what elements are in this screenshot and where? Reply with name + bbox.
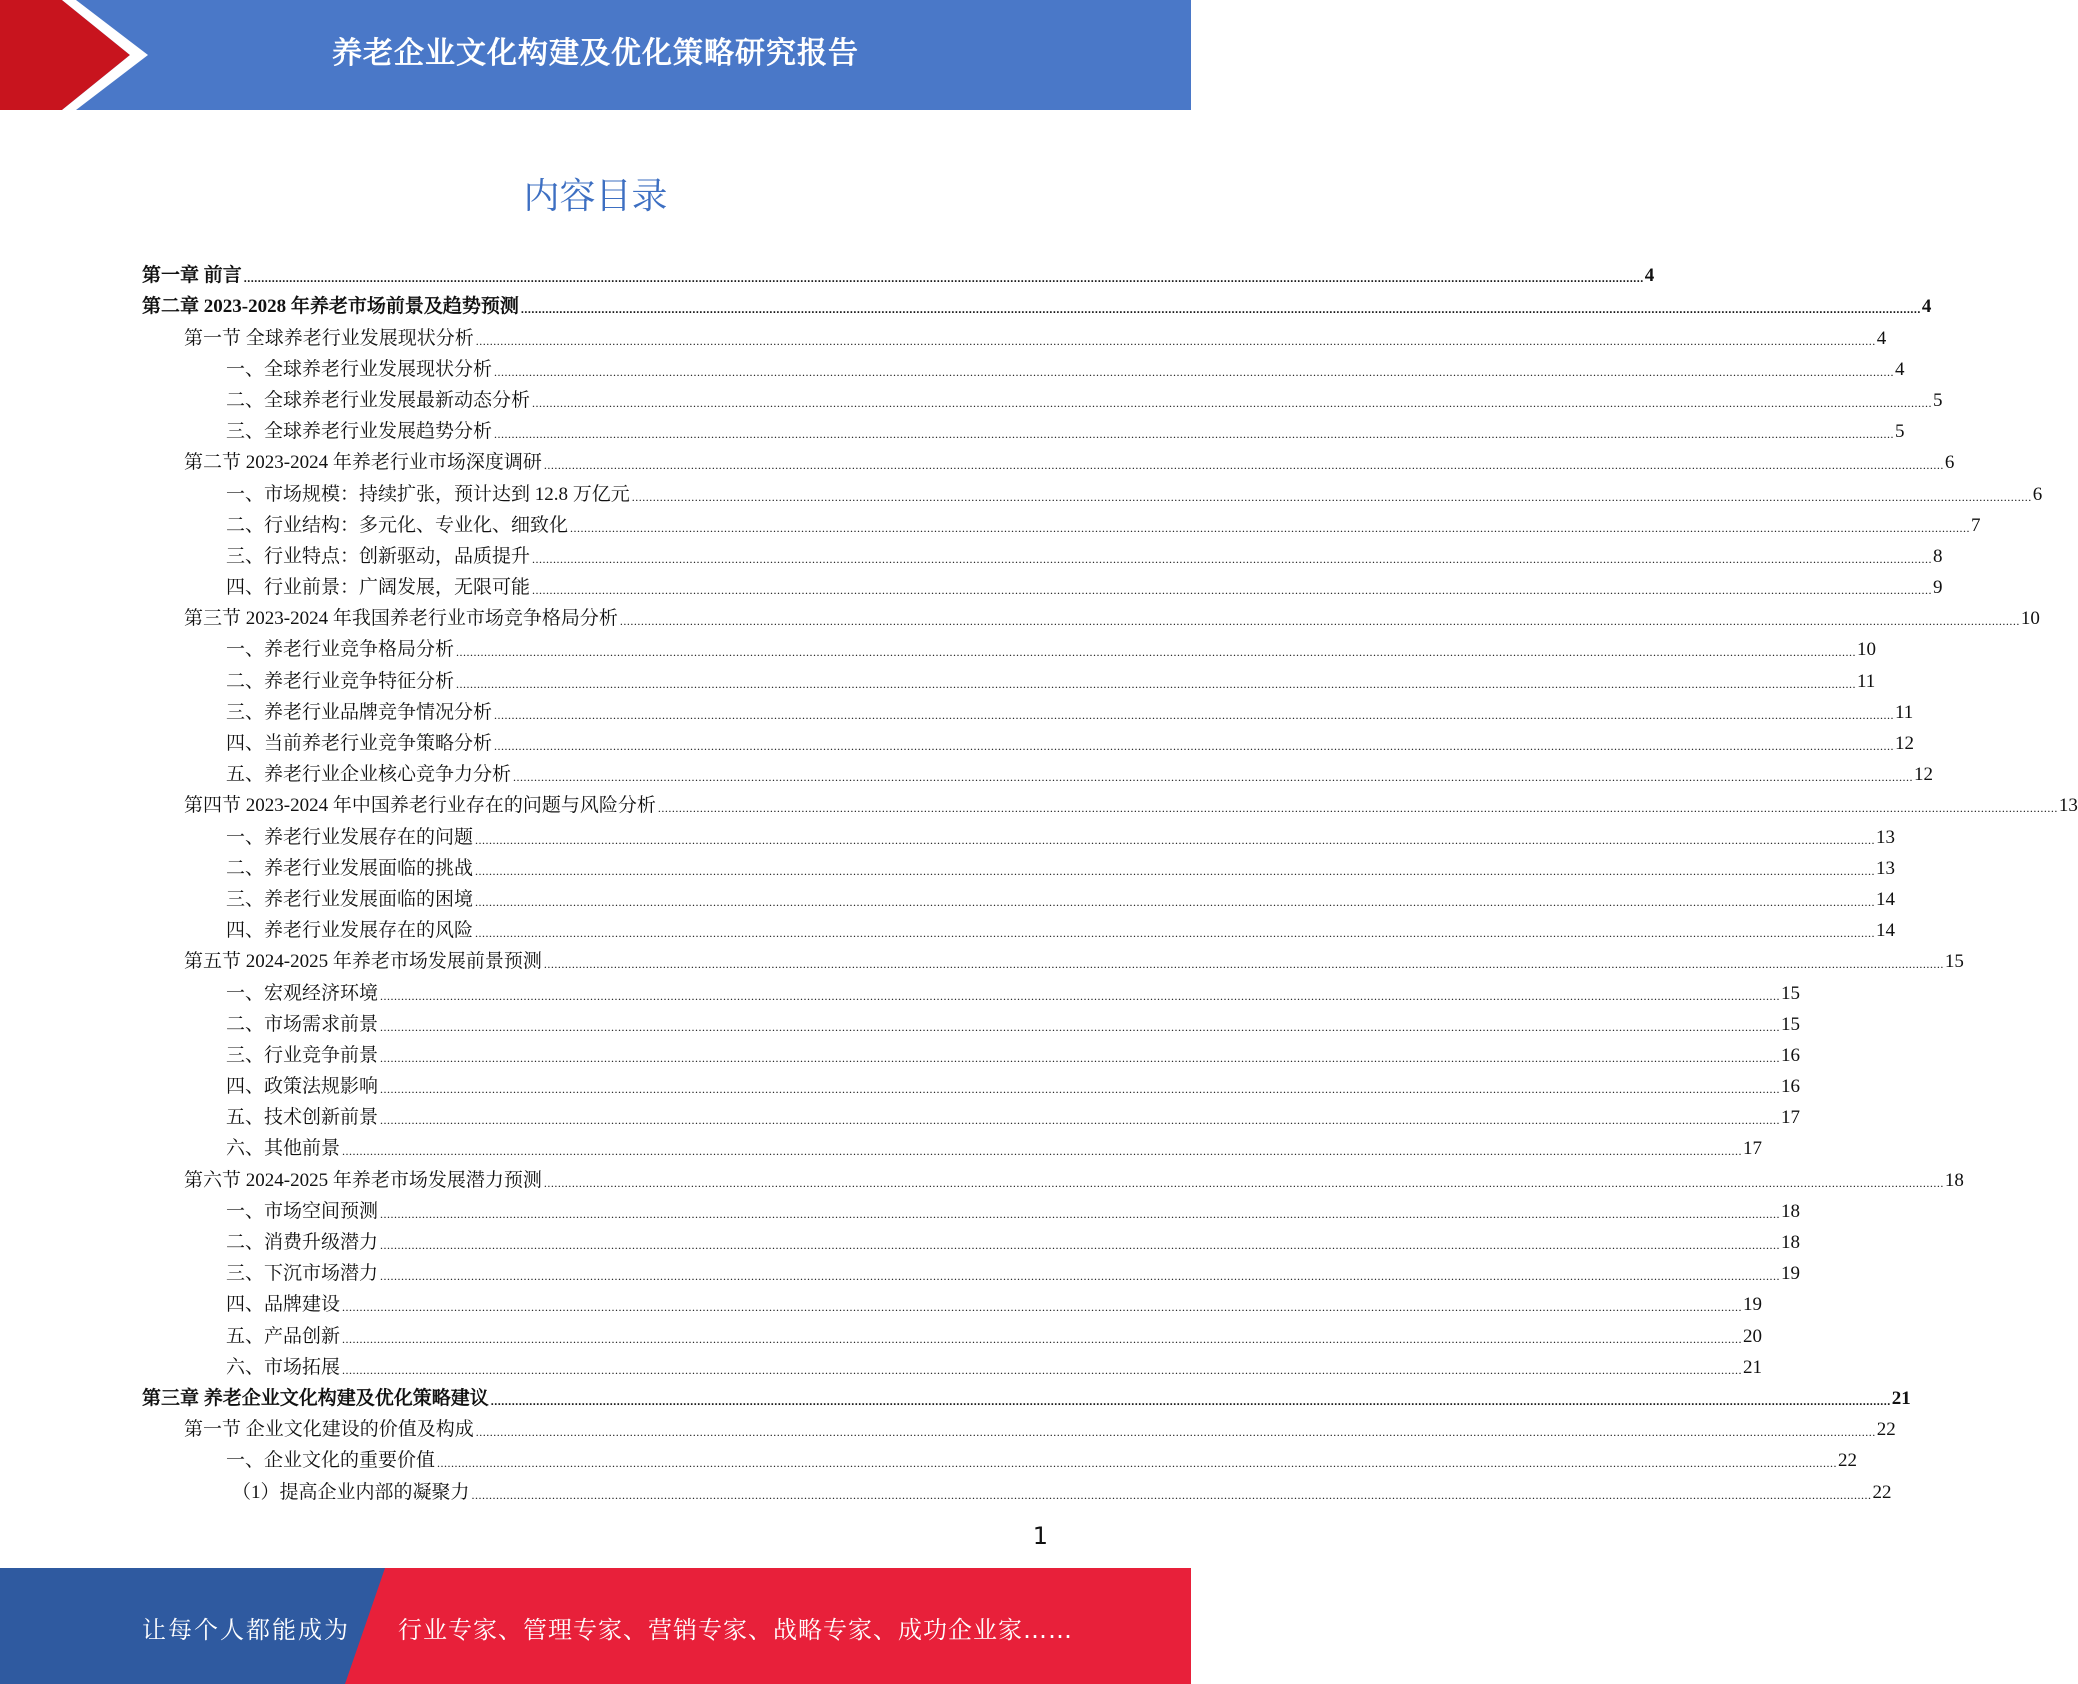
toc-entry-page: 6 bbox=[1944, 452, 1955, 474]
toc-entry-page: 21 bbox=[1891, 1387, 1911, 1409]
toc-entry[interactable] bbox=[142, 817, 1896, 848]
page-footer bbox=[0, 1568, 1191, 1684]
toc-entry-title: 三、行业特点：创新驱动，品质提升 bbox=[226, 545, 531, 567]
toc-entry[interactable] bbox=[142, 1441, 1858, 1472]
toc-entry-page: 4 bbox=[1876, 327, 1887, 349]
toc-entry-title: 一、养老行业发展存在的问题 bbox=[226, 826, 474, 848]
toc-entry[interactable] bbox=[142, 1316, 1763, 1347]
toc-entry-page: 9 bbox=[1933, 577, 1943, 599]
toc-entry-title: 四、当前养老行业竞争策略分析 bbox=[226, 733, 493, 754]
toc-entry-title: 第三章 养老企业文化构建及优化策略建议 bbox=[142, 1387, 489, 1409]
toc-entry-page: 5 bbox=[1895, 421, 1905, 443]
toc-entry-title: 二、行业结构：多元化、专业化、细致化 bbox=[226, 514, 569, 536]
toc-entry-title: 第一节 全球养老行业发展现状分析 bbox=[184, 327, 474, 349]
toc-entry[interactable] bbox=[142, 755, 1934, 786]
toc-entry-page: 10 bbox=[2020, 608, 2040, 630]
toc-entry-page: 16 bbox=[1781, 1044, 1801, 1066]
toc-entry[interactable] bbox=[142, 849, 1896, 880]
toc-leader-dots: ................................................................................................................................................................................................................................................................................................................................................................................................................ bbox=[570, 520, 1971, 535]
toc-entry-title: 第三节 2023-2024 年我国养老行业市场竞争格局分析 bbox=[184, 608, 618, 630]
toc-entry-title: 一、宏观经济环境 bbox=[226, 982, 379, 1004]
toc-leader-dots: ................................................................................................................................................................................................................................................................................................................................................................................................................ bbox=[543, 1175, 1944, 1190]
toc-entry[interactable] bbox=[142, 693, 1914, 724]
toc-leader-dots: ................................................................................................................................................................................................................................................................................................................................................................................................................ bbox=[380, 1206, 1781, 1221]
toc-leader-dots: ................................................................................................................................................................................................................................................................................................................................................................................................................ bbox=[471, 1487, 1872, 1502]
toc-entry-title: 第四节 2023-2024 年中国养老行业存在的问题与风险分析 bbox=[184, 795, 656, 817]
toc-entry-title: 第二章 2023-2028 年养老市场前景及趋势预测 bbox=[142, 296, 519, 318]
toc-leader-dots: ................................................................................................................................................................................................................................................................................................................................................................................................................ bbox=[657, 801, 2058, 816]
toc-leader-dots: ................................................................................................................................................................................................................................................................................................................................................................................................................ bbox=[532, 551, 1933, 566]
toc-entry-title: 第五节 2024-2025 年养老市场发展前景预测 bbox=[184, 951, 542, 973]
toc-entry-title: 一、企业文化的重要价值 bbox=[226, 1450, 436, 1472]
toc-entry-title: 四、品牌建设 bbox=[226, 1294, 341, 1316]
toc-entry[interactable] bbox=[142, 287, 1932, 318]
toc-entry-title: 一、市场规模：持续扩张，预计达到 12.8 万亿元 bbox=[226, 483, 630, 505]
toc-entry-page: 17 bbox=[1743, 1138, 1763, 1160]
table-of-contents bbox=[142, 256, 2078, 1504]
toc-entry-page: 16 bbox=[1781, 1076, 1801, 1098]
toc-leader-dots: ................................................................................................................................................................................................................................................................................................................................................................................................................ bbox=[543, 458, 1944, 473]
toc-leader-dots: ................................................................................................................................................................................................................................................................................................................................................................................................................ bbox=[494, 364, 1895, 379]
toc-leader-dots: ................................................................................................................................................................................................................................................................................................................................................................................................................ bbox=[494, 739, 1895, 753]
toc-entry-page: 15 bbox=[1781, 1013, 1801, 1035]
toc-leader-dots: ................................................................................................................................................................................................................................................................................................................................................................................................................ bbox=[342, 1144, 1743, 1159]
toc-entry[interactable] bbox=[142, 381, 1943, 412]
toc-entry-page: 11 bbox=[1895, 701, 1914, 723]
toc-entry-page: 22 bbox=[1876, 1419, 1896, 1441]
toc-entry-title: 五、产品创新 bbox=[226, 1325, 341, 1347]
toc-leader-dots: ................................................................................................................................................................................................................................................................................................................................................................................................................ bbox=[456, 676, 1857, 691]
toc-entry[interactable] bbox=[142, 1285, 1763, 1316]
toc-leader-dots: ................................................................................................................................................................................................................................................................................................................................................................................................................ bbox=[342, 1300, 1743, 1315]
toc-entry-title: 二、养老行业竞争特征分析 bbox=[226, 670, 455, 692]
toc-entry-title: 三、全球养老行业发展趋势分析 bbox=[226, 421, 493, 443]
toc-entry[interactable] bbox=[142, 443, 1955, 474]
toc-leader-dots: ................................................................................................................................................................................................................................................................................................................................................................................................................ bbox=[342, 1362, 1743, 1377]
toc-entry[interactable] bbox=[142, 1348, 1763, 1379]
toc-entry-title: 一、养老行业竞争格局分析 bbox=[226, 639, 455, 661]
toc-entry[interactable] bbox=[142, 661, 1876, 692]
toc-entry-title: 三、行业竞争前景 bbox=[226, 1044, 379, 1066]
toc-leader-dots: ................................................................................................................................................................................................................................................................................................................................................................................................................ bbox=[243, 271, 1644, 286]
toc-leader-dots: ................................................................................................................................................................................................................................................................................................................................................................................................................ bbox=[475, 894, 1876, 909]
toc-entry-title: 五、养老行业企业核心竞争力分析 bbox=[226, 764, 512, 786]
toc-leader-dots: ................................................................................................................................................................................................................................................................................................................................................................................................................ bbox=[520, 302, 1921, 317]
toc-leader-dots: ................................................................................................................................................................................................................................................................................................................................................................................................................ bbox=[494, 707, 1895, 722]
toc-entry-page: 4 bbox=[1895, 358, 1905, 380]
toc-entry[interactable] bbox=[142, 724, 1915, 755]
toc-leader-dots: ................................................................................................................................................................................................................................................................................................................................................................................................................ bbox=[619, 614, 2020, 629]
toc-entry-page: 10 bbox=[1857, 639, 1877, 661]
toc-entry-page: 18 bbox=[1944, 1169, 1964, 1191]
toc-leader-dots: ................................................................................................................................................................................................................................................................................................................................................................................................................ bbox=[494, 427, 1895, 442]
toc-entry-title: 五、技术创新前景 bbox=[226, 1107, 379, 1129]
toc-entry-title: 第一章 前言 bbox=[142, 265, 242, 287]
toc-entry[interactable] bbox=[142, 1036, 1801, 1067]
toc-leader-dots: ................................................................................................................................................................................................................................................................................................................................................................................................................ bbox=[342, 1331, 1743, 1346]
toc-entry-title: 二、全球养老行业发展最新动态分析 bbox=[226, 389, 531, 411]
toc-entry[interactable] bbox=[142, 942, 1964, 973]
toc-entry-page: 5 bbox=[1933, 389, 1943, 411]
toc-entry[interactable] bbox=[142, 506, 1981, 537]
toc-entry-title: 三、下沉市场潜力 bbox=[226, 1263, 379, 1285]
toc-entry-title: 四、养老行业发展存在的风险 bbox=[226, 920, 474, 942]
footer-slogan-left: 让每个人都能成为 bbox=[142, 1616, 350, 1644]
toc-entry-title: 一、市场空间预测 bbox=[226, 1200, 379, 1222]
toc-entry-page: 22 bbox=[1872, 1481, 1892, 1503]
toc-entry-page: 4 bbox=[1921, 296, 1932, 318]
toc-leader-dots: ................................................................................................................................................................................................................................................................................................................................................................................................................ bbox=[532, 395, 1933, 410]
toc-entry-title: 二、消费升级潜力 bbox=[226, 1232, 379, 1253]
toc-entry-title: 第二节 2023-2024 年养老行业市场深度调研 bbox=[184, 452, 542, 474]
toc-entry-page: 12 bbox=[1895, 733, 1915, 754]
toc-entry-page: 13 bbox=[1876, 826, 1896, 848]
toc-entry[interactable] bbox=[142, 412, 1905, 443]
toc-leader-dots: ................................................................................................................................................................................................................................................................................................................................................................................................................ bbox=[380, 1238, 1781, 1252]
toc-entry-page: 4 bbox=[1644, 265, 1655, 287]
toc-entry-page: 21 bbox=[1743, 1356, 1763, 1378]
toc-leader-dots: ................................................................................................................................................................................................................................................................................................................................................................................................................ bbox=[631, 489, 2032, 504]
toc-entry[interactable] bbox=[142, 1129, 1763, 1160]
toc-leader-dots: ................................................................................................................................................................................................................................................................................................................................................................................................................ bbox=[380, 1019, 1781, 1034]
toc-leader-dots: ................................................................................................................................................................................................................................................................................................................................................................................................................ bbox=[475, 863, 1876, 878]
toc-entry[interactable] bbox=[142, 1067, 1801, 1098]
toc-entry-page: 15 bbox=[1944, 951, 1964, 973]
toc-leader-dots: ................................................................................................................................................................................................................................................................................................................................................................................................................ bbox=[532, 583, 1933, 598]
toc-entry[interactable] bbox=[142, 350, 1905, 381]
toc-entry[interactable] bbox=[142, 911, 1896, 942]
toc-entry-title: 第一节 企业文化建设的价值及构成 bbox=[184, 1419, 474, 1441]
toc-entry-page: 7 bbox=[1971, 514, 1981, 536]
toc-entry-title: （1）提高企业内部的凝聚力 bbox=[232, 1481, 470, 1503]
toc-entry[interactable] bbox=[142, 1005, 1801, 1036]
toc-entry[interactable] bbox=[142, 786, 2078, 817]
toc-entry-title: 二、养老行业发展面临的挑战 bbox=[226, 857, 474, 879]
toc-entry-title: 六、市场拓展 bbox=[226, 1356, 341, 1378]
toc-leader-dots: ................................................................................................................................................................................................................................................................................................................................................................................................................ bbox=[437, 1456, 1838, 1471]
toc-entry[interactable] bbox=[142, 1098, 1801, 1129]
toc-entry-title: 第六节 2024-2025 年养老市场发展潜力预测 bbox=[184, 1169, 542, 1191]
toc-entry[interactable] bbox=[142, 1223, 1801, 1254]
toc-entry-page: 6 bbox=[2032, 483, 2043, 505]
toc-leader-dots: ................................................................................................................................................................................................................................................................................................................................................................................................................ bbox=[475, 926, 1876, 941]
header-title: 养老企业文化构建及优化策略研究报告 bbox=[332, 36, 859, 71]
toc-leader-dots: ................................................................................................................................................................................................................................................................................................................................................................................................................ bbox=[543, 957, 1944, 972]
toc-leader-dots: ................................................................................................................................................................................................................................................................................................................................................................................................................ bbox=[380, 1113, 1781, 1128]
toc-entry[interactable] bbox=[142, 630, 1877, 661]
toc-entry[interactable] bbox=[142, 973, 1801, 1004]
toc-entry-page: 11 bbox=[1857, 670, 1876, 692]
toc-leader-dots: ................................................................................................................................................................................................................................................................................................................................................................................................................ bbox=[380, 1082, 1781, 1097]
toc-entry-title: 四、行业前景：广阔发展，无限可能 bbox=[226, 577, 531, 599]
toc-entry-page: 18 bbox=[1781, 1200, 1801, 1222]
toc-entry-page: 19 bbox=[1781, 1263, 1801, 1285]
toc-entry[interactable] bbox=[142, 1410, 1896, 1441]
toc-entry-title: 二、市场需求前景 bbox=[226, 1013, 379, 1035]
page-number: 1 bbox=[1032, 1522, 1048, 1550]
toc-entry-title: 一、全球养老行业发展现状分析 bbox=[226, 358, 493, 380]
toc-leader-dots: ................................................................................................................................................................................................................................................................................................................................................................................................................ bbox=[490, 1393, 1891, 1408]
toc-heading: 内容目录 bbox=[523, 176, 668, 217]
toc-leader-dots: ................................................................................................................................................................................................................................................................................................................................................................................................................ bbox=[380, 1269, 1781, 1284]
toc-leader-dots: ................................................................................................................................................................................................................................................................................................................................................................................................................ bbox=[456, 645, 1857, 660]
toc-entry[interactable] bbox=[142, 880, 1896, 911]
page-header bbox=[0, 0, 1191, 110]
toc-entry[interactable] bbox=[142, 318, 1887, 349]
toc-entry-title: 六、其他前景 bbox=[226, 1138, 341, 1160]
toc-entry[interactable] bbox=[142, 568, 1943, 599]
toc-leader-dots: ................................................................................................................................................................................................................................................................................................................................................................................................................ bbox=[380, 1050, 1781, 1065]
toc-entry[interactable] bbox=[142, 1379, 1911, 1410]
toc-entry[interactable] bbox=[142, 537, 1943, 568]
toc-entry[interactable] bbox=[142, 1254, 1801, 1285]
toc-entry-page: 18 bbox=[1781, 1232, 1801, 1253]
toc-entry-title: 三、养老行业发展面临的困境 bbox=[226, 888, 474, 910]
toc-entry-page: 13 bbox=[2058, 795, 2078, 817]
footer-slogan-right: 行业专家、管理专家、营销专家、战略专家、成功企业家…… bbox=[398, 1616, 1073, 1644]
toc-entry-page: 20 bbox=[1743, 1325, 1763, 1347]
toc-entry[interactable] bbox=[142, 599, 2040, 630]
toc-entry-title: 四、政策法规影响 bbox=[226, 1076, 379, 1098]
toc-entry[interactable] bbox=[142, 1192, 1801, 1223]
toc-entry-page: 13 bbox=[1876, 857, 1896, 879]
toc-entry[interactable] bbox=[142, 256, 1655, 287]
toc-entry-page: 12 bbox=[1914, 764, 1934, 786]
toc-leader-dots: ................................................................................................................................................................................................................................................................................................................................................................................................................ bbox=[475, 832, 1876, 847]
toc-entry-title: 三、养老行业品牌竞争情况分析 bbox=[226, 701, 493, 723]
toc-leader-dots: ................................................................................................................................................................................................................................................................................................................................................................................................................ bbox=[513, 770, 1914, 785]
toc-entry-page: 8 bbox=[1933, 545, 1943, 567]
toc-entry-page: 15 bbox=[1781, 982, 1801, 1004]
toc-leader-dots: ................................................................................................................................................................................................................................................................................................................................................................................................................ bbox=[380, 988, 1781, 1003]
toc-entry[interactable] bbox=[142, 1160, 1964, 1191]
toc-leader-dots: ................................................................................................................................................................................................................................................................................................................................................................................................................ bbox=[475, 333, 1876, 348]
toc-entry-page: 14 bbox=[1876, 920, 1896, 942]
toc-entry-page: 14 bbox=[1876, 888, 1896, 910]
toc-entry-page: 17 bbox=[1781, 1107, 1801, 1129]
toc-entry[interactable] bbox=[142, 474, 2043, 505]
toc-leader-dots: ................................................................................................................................................................................................................................................................................................................................................................................................................ bbox=[475, 1425, 1876, 1440]
toc-entry-page: 19 bbox=[1743, 1294, 1763, 1316]
toc-entry-page: 22 bbox=[1838, 1450, 1858, 1472]
toc-entry[interactable] bbox=[142, 1472, 1892, 1503]
